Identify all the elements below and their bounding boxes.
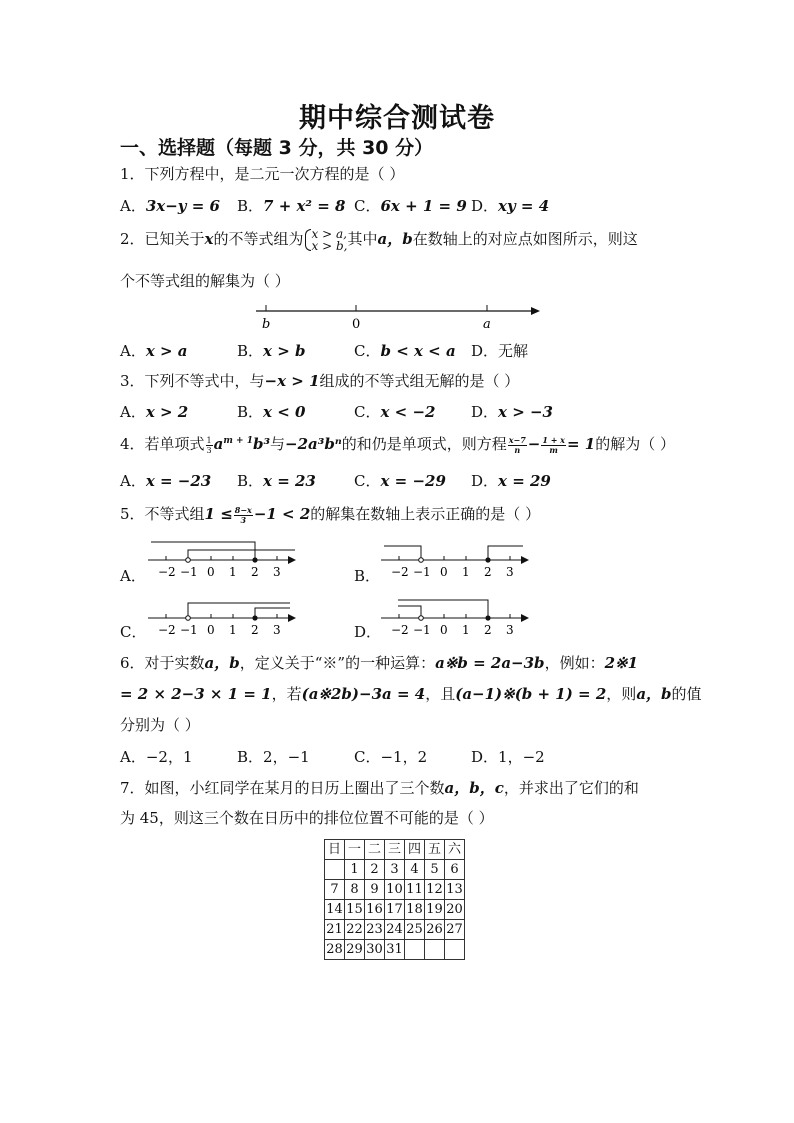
- calendar-day-cell: 7: [325, 880, 345, 900]
- svg-text:2: 2: [484, 565, 492, 579]
- tick-marks: [166, 614, 277, 618]
- question-2-stem: 2．已知关于x的不等式组为 x > a, x > b, 其中a，b在数轴上的对应点如图所示，则这: [120, 227, 638, 253]
- calendar-week-row: [325, 900, 465, 920]
- q1-option-a: A．3x−y = 6: [120, 197, 220, 215]
- calendar-day-cell: 9: [365, 880, 385, 900]
- solution-ray-right: [188, 550, 295, 560]
- question-6-line-2: = 2 × 2−3 × 1 = 1，若(a※2b)−3a = 4，且(a−1)※(b + 1) = 2，则a，b的值: [120, 685, 702, 703]
- open-point: [186, 616, 191, 621]
- calendar-day-cell: 26: [425, 920, 445, 940]
- calendar-day-cell: 5: [425, 860, 445, 880]
- calendar-day-cell: 21: [325, 920, 345, 940]
- calendar-week-row: [325, 940, 465, 960]
- calendar-header-cell: 六: [445, 840, 465, 860]
- q5-option-a-label: A．: [120, 567, 146, 585]
- calendar-day-cell: 15: [345, 900, 365, 920]
- calendar-day-cell: 17: [385, 900, 405, 920]
- calendar-table: [324, 839, 465, 960]
- svg-text:−2: −2: [391, 623, 409, 637]
- calendar-day-cell: 10: [385, 880, 405, 900]
- calendar-day-cell: 27: [445, 920, 465, 940]
- calendar-day-cell: 2: [365, 860, 385, 880]
- question-7-line-1: 7．如图，小红同学在某月的日历上圈出了三个数a，b，c，并求出了它们的和: [120, 779, 639, 797]
- svg-text:2: 2: [251, 565, 259, 579]
- axis-arrow: [288, 556, 296, 564]
- solution-ray-inner: [398, 606, 421, 618]
- fraction-one-third: $\frac{1}{3}$: [206, 435, 212, 455]
- question-6-line-1: 6．对于实数a，b，定义关于“※”的一种运算：a※b = 2a−3b，例如：2※1: [120, 654, 639, 672]
- q2-option-c: C．b < x < a: [354, 342, 456, 360]
- svg-text:−2: −2: [391, 565, 409, 579]
- svg-text:0: 0: [207, 623, 215, 637]
- solution-ray-left: [384, 546, 421, 560]
- calendar-day-cell: 22: [345, 920, 365, 940]
- q2-number-line: [250, 300, 550, 334]
- axis-label-zero: 0: [352, 317, 361, 332]
- inequality-system: x > a, x > b,: [304, 228, 348, 252]
- svg-text:1: 1: [462, 565, 470, 579]
- calendar-day-cell: [425, 940, 445, 960]
- svg-text:−2: −2: [158, 565, 176, 579]
- calendar-header-cell: 日: [325, 840, 345, 860]
- calendar-day-cell: 18: [405, 900, 425, 920]
- q6-option-b: B．2，−1: [237, 748, 310, 766]
- q4-option-c: C．x = −29: [354, 472, 446, 490]
- tick-marks: [399, 614, 510, 618]
- question-7-line-2: 为 45，则这三个数在日历中的排位位置不可能的是（ ）: [120, 809, 494, 827]
- question-1-stem: 1．下列方程中，是二元一次方程的是（ ）: [120, 165, 405, 183]
- calendar-day-cell: 6: [445, 860, 465, 880]
- closed-point: [252, 615, 257, 620]
- open-point: [419, 616, 424, 621]
- q1-option-b: B．7 + x² = 8: [237, 197, 346, 215]
- axis-arrow: [531, 307, 540, 315]
- q2-option-d: D．无解: [471, 342, 529, 360]
- svg-text:1: 1: [229, 623, 237, 637]
- tick-labels: [158, 565, 281, 579]
- closed-point: [485, 615, 490, 620]
- q5-option-c-label: C．: [120, 623, 147, 641]
- q3-option-d: D．x > −3: [471, 403, 553, 421]
- question-4-stem: 4．若单项式 $\frac{1}{3}$ $a^{m + 1}b^3$与−2a³bⁿ的和仍是单项式，则方程 $\frac{x-7}{n}$ − $\frac{1 + x}{m}$ = 1的解为（ ）: [120, 434, 675, 455]
- calendar-day-cell: 25: [405, 920, 425, 940]
- calendar-day-cell: [405, 940, 425, 960]
- calendar-day-cell: 1: [345, 860, 365, 880]
- question-4-options: [120, 470, 680, 490]
- calendar-day-cell: 29: [345, 940, 365, 960]
- closed-point: [252, 557, 257, 562]
- q5-number-line-b: [378, 536, 538, 580]
- calendar-day-cell: 13: [445, 880, 465, 900]
- calendar-day-cell: 20: [445, 900, 465, 920]
- fraction-1-plus-x: $\frac{1 + x}{m}$: [542, 434, 565, 455]
- tick-labels: [391, 623, 514, 637]
- svg-text:1: 1: [462, 623, 470, 637]
- calendar-week-row: [325, 920, 465, 940]
- calendar-day-cell: 16: [365, 900, 385, 920]
- open-point: [419, 558, 424, 563]
- svg-text:−2: −2: [158, 623, 176, 637]
- calendar-day-cell: 3: [385, 860, 405, 880]
- svg-text:−1: −1: [180, 565, 198, 579]
- closed-point: [485, 557, 490, 562]
- q1-option-c: C．6x + 1 = 9: [354, 197, 467, 215]
- q5-number-line-c: [145, 594, 305, 638]
- calendar-week-row: [325, 880, 465, 900]
- question-2-options: [120, 340, 680, 360]
- calendar-day-cell: 24: [385, 920, 405, 940]
- question-6-line-3: 分别为（ ）: [120, 716, 200, 734]
- question-3-stem: 3．下列不等式中，与−x > 1组成的不等式组无解的是（ ）: [120, 372, 520, 390]
- q5-number-line-a: [145, 536, 305, 580]
- calendar-day-cell: 23: [365, 920, 385, 940]
- calendar-day-cell: 28: [325, 940, 345, 960]
- svg-text:3: 3: [506, 623, 514, 637]
- solution-ray-inner: [255, 608, 290, 618]
- q3-option-c: C．x < −2: [354, 403, 436, 421]
- calendar-header-cell: 三: [385, 840, 405, 860]
- solution-ray-right: [488, 546, 523, 560]
- calendar-day-cell: 31: [385, 940, 405, 960]
- svg-text:2: 2: [251, 623, 259, 637]
- tick-marks: [166, 556, 277, 560]
- calendar-day-cell: 4: [405, 860, 425, 880]
- solution-ray-outer: [188, 603, 290, 618]
- svg-text:3: 3: [273, 565, 281, 579]
- tick-labels: [158, 623, 281, 637]
- svg-text:2: 2: [484, 623, 492, 637]
- question-5-stem: 5．不等式组1 ≤ $\frac{8-x}{3}$ −1 < 2的解集在数轴上表示正确的是（ ）: [120, 504, 541, 525]
- svg-text:−1: −1: [180, 623, 198, 637]
- calendar-day-cell: [325, 860, 345, 880]
- svg-text:3: 3: [273, 623, 281, 637]
- calendar-day-cell: [445, 940, 465, 960]
- calendar-day-cell: 30: [365, 940, 385, 960]
- calendar-day-cell: 8: [345, 880, 365, 900]
- solution-ray-left: [151, 542, 255, 560]
- svg-text:0: 0: [207, 565, 215, 579]
- svg-text:−1: −1: [413, 565, 431, 579]
- axis-arrow: [521, 556, 529, 564]
- solution-ray-outer: [398, 600, 488, 618]
- question-2-stem-line2: 个不等式组的解集为（ ）: [120, 272, 290, 290]
- q5-option-b-label: B．: [354, 567, 381, 585]
- calendar-header-cell: 二: [365, 840, 385, 860]
- page-title: 期中综合测试卷: [299, 103, 495, 134]
- axis-arrow: [521, 614, 529, 622]
- calendar-day-cell: 14: [325, 900, 345, 920]
- fraction-8-minus-x: $\frac{8-x}{3}$: [234, 504, 252, 525]
- calendar-header-row: [325, 840, 465, 860]
- svg-text:3: 3: [506, 565, 514, 579]
- q2-option-b: B．x > b: [237, 342, 306, 360]
- q2-option-a: A．x > a: [120, 342, 188, 360]
- q1-option-d: D．xy = 4: [471, 197, 550, 215]
- axis-label-b: b: [262, 317, 271, 332]
- tick-labels: [391, 565, 514, 579]
- calendar-day-cell: 12: [425, 880, 445, 900]
- calendar-day-cell: 19: [425, 900, 445, 920]
- question-6-options: [120, 746, 680, 766]
- question-1-options: [120, 195, 680, 215]
- section-heading: 一、选择题（每题 3 分，共 30 分）: [120, 137, 434, 159]
- calendar-week-row: [325, 860, 465, 880]
- q4-option-a: A．x = −23: [120, 472, 212, 490]
- q3-option-b: B．x < 0: [237, 403, 306, 421]
- axis-arrow: [288, 614, 296, 622]
- calendar-header-cell: 四: [405, 840, 425, 860]
- q4-option-d: D．x = 29: [471, 472, 551, 490]
- svg-text:1: 1: [229, 565, 237, 579]
- q6-option-c: C．−1，2: [354, 748, 428, 766]
- svg-text:0: 0: [440, 565, 448, 579]
- calendar-header-cell: 五: [425, 840, 445, 860]
- q6-option-d: D．1，−2: [471, 748, 545, 766]
- q5-number-line-d: [378, 594, 538, 638]
- open-point: [186, 558, 191, 563]
- q3-option-a: A．x > 2: [120, 403, 189, 421]
- fraction-x-minus-7: $\frac{x-7}{n}$: [508, 434, 526, 455]
- q6-option-a: A．−2，1: [120, 748, 193, 766]
- tick-marks: [399, 556, 510, 560]
- calendar-day-cell: 11: [405, 880, 425, 900]
- axis-label-a: a: [483, 317, 491, 332]
- question-3-options: [120, 401, 680, 421]
- q5-option-d-label: D．: [354, 623, 382, 641]
- calendar-header-cell: 一: [345, 840, 365, 860]
- q4-option-b: B．x = 23: [237, 472, 316, 490]
- svg-text:0: 0: [440, 623, 448, 637]
- svg-text:−1: −1: [413, 623, 431, 637]
